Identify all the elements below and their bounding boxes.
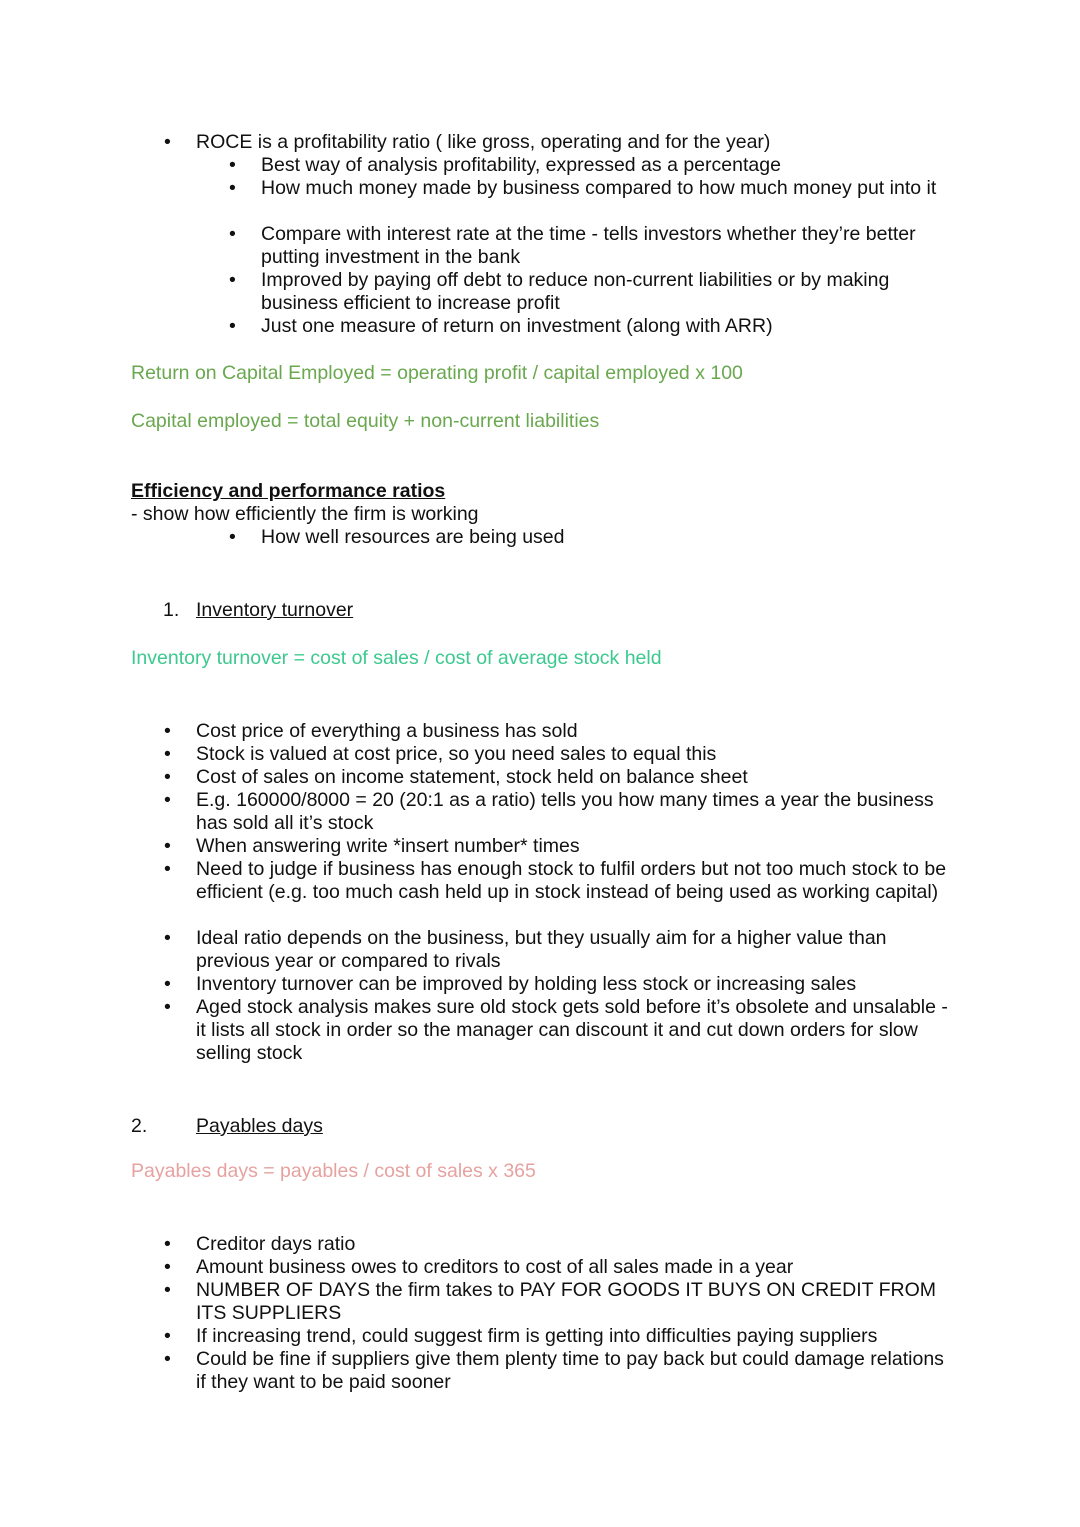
roce-formula: Return on Capital Employed = operating profit / capital employed x 100	[131, 362, 743, 384]
inventory-bullet: • E.g. 160000/8000 = 20 (20:1 as a ratio) tells you how many times a year the business has sold all it’s stock	[196, 789, 956, 835]
inventory-title: Inventory turnover	[196, 599, 354, 621]
inventory-bullet: • Stock is valued at cost price, so you need sales to equal this	[196, 743, 956, 766]
payables-bullet: • Amount business owes to creditors to cost of all sales made in a year	[196, 1256, 956, 1279]
efficiency-bullet: • How well resources are being used	[261, 526, 961, 549]
payables-formula: Payables days = payables / cost of sales x 365	[131, 1160, 536, 1182]
payables-number: 2.	[131, 1115, 148, 1137]
inventory-bullet: • Need to judge if business has enough stock to fulfil orders but not too much stock to be efficient (e.g. too much cash held up in stock instead of being used as working capital)	[196, 858, 956, 904]
payables-title: Payables days	[196, 1115, 323, 1137]
inventory-number: 1.	[163, 599, 180, 621]
roce-sub-bullet: • Best way of analysis profitability, expressed as a percentage	[261, 154, 961, 177]
inventory-bullet: • Cost of sales on income statement, stock held on balance sheet	[196, 766, 956, 789]
inventory-bullet: • Inventory turnover can be improved by holding less stock or increasing sales	[196, 973, 956, 996]
capital-employed-formula: Capital employed = total equity + non-current liabilities	[131, 410, 600, 432]
inventory-bullet: • Ideal ratio depends on the business, but they usually aim for a higher value than previous year or compared to rivals	[196, 927, 956, 973]
payables-bullet: • If increasing trend, could suggest firm is getting into difficulties paying suppliers	[196, 1325, 956, 1348]
efficiency-subtitle: - show how efficiently the firm is working	[131, 503, 479, 525]
roce-sub-bullet: • Compare with interest rate at the time - tells investors whether they’re better putting investment in the bank	[261, 223, 961, 269]
inventory-formula: Inventory turnover = cost of sales / cost of average stock held	[131, 647, 662, 669]
roce-sub-bullet: • Just one measure of return on investment (along with ARR)	[261, 315, 961, 338]
roce-sub-bullet: • How much money made by business compared to how much money put into it	[261, 177, 961, 200]
inventory-bullet: • Cost price of everything a business has sold	[196, 720, 956, 743]
payables-bullet: • NUMBER OF DAYS the firm takes to PAY FOR GOODS IT BUYS ON CREDIT FROM ITS SUPPLIERS	[196, 1279, 956, 1325]
roce-bullet: • ROCE is a profitability ratio ( like gross, operating and for the year)	[196, 131, 956, 154]
efficiency-heading: Efficiency and performance ratios	[131, 480, 446, 502]
payables-bullet: • Could be fine if suppliers give them plenty time to pay back but could damage relations if they want to be paid sooner	[196, 1348, 956, 1394]
payables-bullet: • Creditor days ratio	[196, 1233, 956, 1256]
inventory-bullet: • Aged stock analysis makes sure old stock gets sold before it’s obsolete and unsalable - it lists all stock in order so the manager can discount it and cut down orders for slow selling stock	[196, 996, 956, 1065]
roce-sub-bullet: • Improved by paying off debt to reduce non-current liabilities or by making business efficient to increase profit	[261, 269, 961, 315]
inventory-bullet: • When answering write *insert number* times	[196, 835, 956, 858]
